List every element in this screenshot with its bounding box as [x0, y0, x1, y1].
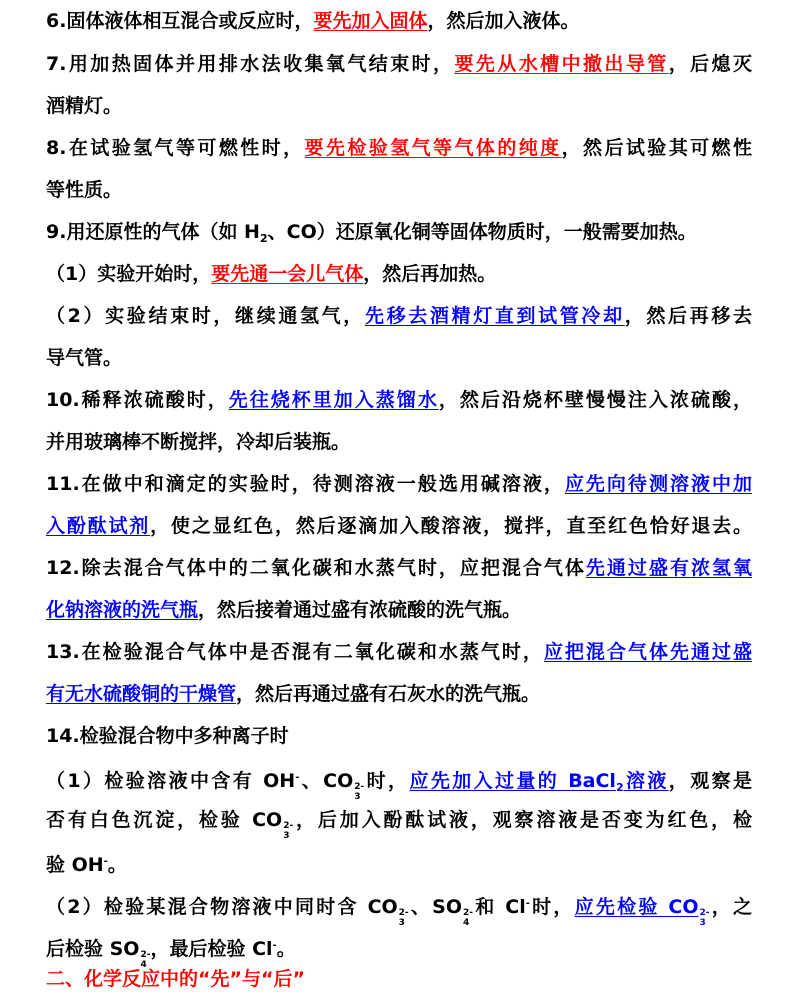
- highlight-blue: 应把混合气体先通过盛: [543, 641, 752, 663]
- highlight-red: 要先检验氢气等气体的纯度: [304, 137, 562, 159]
- item-10: 10.稀释浓硫酸时，先往烧杯里加入蒸馏水，然后沿烧杯壁慢慢注入浓硫酸，: [46, 389, 752, 411]
- item-14-step-1: （1）检验溶液中含有 OH-、CO 2- 3 时，应先加入过量的 BaCl$_2$溶液，观察是: [46, 770, 752, 802]
- highlight-blue: 入酚酞试剂: [46, 515, 151, 537]
- item-11-cont: 入酚酞试剂，使之显红色，然后逐滴加入酸溶液，搅拌，直至红色恰好退去。: [46, 515, 752, 537]
- item-14-step-1-end: 验 OH-。: [46, 854, 127, 876]
- item-13: 13.在检验混合气体中是否混有二氧化碳和水蒸气时，应把混合气体先通过盛: [46, 641, 752, 663]
- highlight-blue: 有无水硫酸铜的干燥管: [46, 683, 237, 705]
- item-7: 7.用加热固体并用排水法收集氧气结束时，要先从水槽中撤出导管，后熄灭: [46, 53, 752, 75]
- highlight-blue: 先移去酒精灯直到试管冷却: [364, 305, 625, 327]
- item-8-cont: 等性质。: [46, 179, 123, 201]
- highlight-red: 要先加入固体: [313, 10, 428, 32]
- highlight-blue: 化钠溶液的洗气瓶: [46, 599, 199, 621]
- highlight-red: 要先通一会儿气体: [211, 263, 364, 285]
- highlight-blue: 应先加入过量的 BaCl$_2$溶液: [409, 770, 669, 794]
- item-7-cont: 酒精灯。: [46, 95, 123, 117]
- item-14-step-2: （2）检验某混合物溶液中同时含 CO 2- 3 、SO 2- 4 和 Cl-时，应先检验 CO 2- 3 ，之: [46, 896, 752, 928]
- item-12: 12.除去混合气体中的二氧化碳和水蒸气时，应把混合气体先通过盛有浓氢氧: [46, 557, 752, 579]
- item-9-step-2-cont: 导气管。: [46, 347, 123, 369]
- item-9-step-1: （1）实验开始时，要先通一会儿气体，然后再加热。: [46, 263, 497, 285]
- item-8: 8.在试验氢气等可燃性时，要先检验氢气等气体的纯度，然后试验其可燃性: [46, 137, 752, 159]
- section-heading: 二、化学反应中的“先”与“后”: [46, 968, 305, 990]
- item-12-cont: 化钠溶液的洗气瓶，然后接着通过盛有浓硫酸的洗气瓶。: [46, 599, 522, 621]
- item-14-step-1-cont: 否有白色沉淀，检验 CO 2- 3 ，后加入酚酞试液，观察溶液是否变为红色，检: [46, 809, 752, 841]
- item-11: 11.在做中和滴定的实验时，待测溶液一般选用碱溶液，应先向待测溶液中加: [46, 473, 752, 495]
- highlight-red: 要先从水槽中撤出导管: [454, 53, 669, 75]
- item-9: 9.用还原性的气体（如 $H_2$、CO）还原氧化铜等固体物质时，一般需要加热。: [46, 221, 697, 245]
- highlight-blue: 应先向待测溶液中加: [564, 473, 752, 495]
- item-10-cont: 并用玻璃棒不断搅拌，冷却后装瓶。: [46, 431, 351, 453]
- highlight-blue: 先往烧杯里加入蒸馏水: [228, 389, 439, 411]
- item-6: 6.固体液体相互混合或反应时，要先加入固体，然后加入液体。: [46, 10, 580, 32]
- item-13-cont: 有无水硫酸铜的干燥管，然后再通过盛有石灰水的洗气瓶。: [46, 683, 541, 705]
- item-9-step-2: （2）实验结束时，继续通氢气，先移去酒精灯直到试管冷却，然后再移去: [46, 305, 752, 327]
- item-14-step-2-cont: 后检验 SO 2- 4 ，最后检验 Cl-。: [46, 938, 296, 970]
- highlight-blue: 先通过盛有浓氢氧: [585, 557, 752, 579]
- item-14-title: 14.检验混合物中多种离子时: [46, 725, 289, 747]
- highlight-blue: 应先检验 CO 2- 3: [574, 896, 710, 928]
